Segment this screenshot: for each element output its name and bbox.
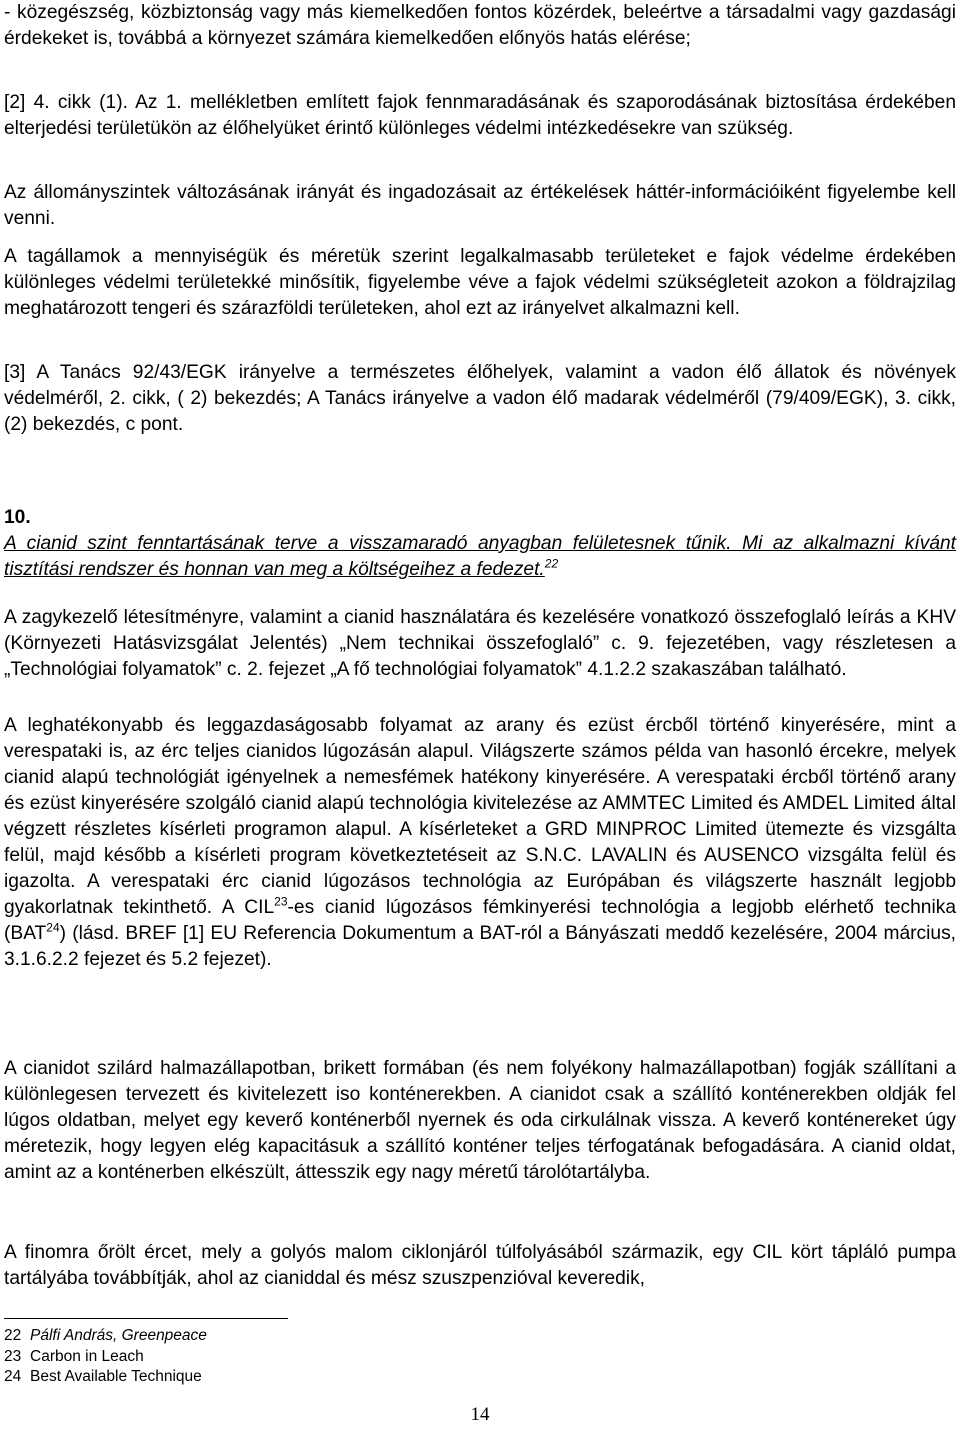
footnote-ref-22: 22 [544,556,559,571]
footnote-ref-24: 24 [46,920,60,935]
answer-paragraph-summary: A zagykezelő létesítményre, valamint a cianid használatára és kezelésére vonatkozó összefoglaló leírás a KHV (Környezeti Hatásvizsgálat Jelentés) „Nem technikai összefoglaló” c. 9. fejezetében, vagy részletesen a „Technológiai folyamatok” c. 2. fejezet „A fő technológiai folyamatok” 4.1.2.2 szakaszában található. [4,607,956,680]
paragraph-public-interest: - közegészség, közbiztonság vagy más kiemelkedően fontos közérdek, beleértve a társadalmi vagy gazdasági érdekeket is, továbbá a környezet számára kiemelkedően előnyös hatás elérése; [4,2,956,49]
paragraph-council-directive: [3] A Tanács 92/43/EGK irányelve a természetes élőhelyek, valamint a vadon élő állatok és növények védelméről, 2. cikk, ( 2) bekezdés; A Tanács irányelve a vadon élő madarak védelméről (79/409/EGK), 3. cikk, (2) bekezdés, c pont. [4,362,956,435]
paragraph-article-4: [2] 4. cikk (1). Az 1. mellékletben említett fajok fennmaradásának és szaporodásának biztosítása érdekében elterjedési területükön az élőhelyüket érintő különleges védelmi intézkedésekre van szükség. [4,92,956,139]
document-page [4,0,956,1440]
footnote-ref-23: 23 [274,894,288,909]
answer-paragraph-transport: A cianidot szilárd halmazállapotban, brikett formában (és nem folyékony halmazállapotban) fogják szállítani a különlegesen tervezett és kivitelezett iso konténerekben. A cianidot csak a szállító konténerekben oldják fel lúgos oldatban, melyet egy keverő konténerből nyernek és oda cirkulálnak vissza. A keverő konténereket úgy méretezik, hogy legyen elég kapacitásuk a szállító konténer teljes térfogatának befogadására. A cianid oldat, amint az a konténerben elkészült, áttesszik egy nagy méretű tárolótartályba. [4,1058,956,1183]
answer-technology-text-2: -es cianid lúgozásos fémkinyerési technológia a legjobb elérhető technika (BAT [4,897,956,944]
footnote-23 [4,1347,144,1367]
paragraph-population-trends: Az állományszintek változásának irányát és ingadozásait az értékelések háttér-információiként figyelembe kell venni. [4,182,956,229]
answer-paragraph-technology [4,713,956,973]
footnote-separator [4,1318,288,1319]
footnote-24 [4,1367,202,1387]
section-number: 10. [4,507,31,528]
paragraph-member-states: A tagállamok a mennyiségük és méretük szerint legalkalmasabb területeket e fajok védelme érdekében különleges védelmi területekké minősítik, figyelembe véve a fajok védelmi szükségleteit azokon a földrajzilag meghatározott tengeri és szárazföldi területeken, ahol ezt az irányelvet alkalmazni kell. [4,246,956,319]
answer-paragraph-grinding: A finomra őrölt ércet, mely a golyós malom ciklonjáról túlfolyásából származik, egy CIL kört tápláló pumpa tartályába továbbítják, ahol az cianiddal és mész szuszpenzióval keveredik, [4,1242,956,1289]
footnote-number: 22 [4,1327,22,1344]
footnote-text: Best Available Technique [30,1368,202,1385]
answer-technology-text-1: A leghatékonyabb és leggazdaságosabb folyamat az arany és ezüst ércből történő kinyerésére, mint a verespataki is, az érc teljes cianidos lúgozásán alapul. Világszerte számos példa van hasonló ércekre, melyek cianid alapú technológiát igényelnek a nemesfémek hatékony kinyerésére. A verespataki ércből történő arany és ezüst kinyerésére szolgáló cianid alapú technológia kivitelezése az AMMTEC Limited és AMDEL Limited által végzett részletes kísérleti programon alapul. A kísérleteket a GRD MINPROC Limited ütemezte és vizsgálta felül, majd később a kísérleti program következtetéseit az S.N.C. LAVALIN és AUSENCO vizsgálta felül és igazolta. A verespataki érc cianid lúgozásos technológia az Európában és világszerte használt legjobb gyakorlatnak tekinthető. A CIL [4,715,956,918]
footnote-number: 23 [4,1348,22,1365]
question-text: A cianid szint fenntartásának terve a visszamaradó anyagban felületesnek tűnik. Mi az alkalmazni kívánt tisztítási rendszer és honnan van meg a költségeihez a fedezet. [4,533,956,580]
footnote-number: 24 [4,1368,22,1385]
answer-technology-text-3: ) (lásd. BREF [1] EU Referencia Dokumentum a BAT-ról a Bányászati meddő kezelésére, 2004 március, 3.1.6.2.2 fejezet és 5.2 fejezet). [4,923,956,970]
footnote-text: Carbon in Leach [30,1348,144,1365]
page-number: 14 [470,1404,490,1425]
section-question [4,531,956,583]
footnote-text: Pálfi András, Greenpeace [30,1327,207,1344]
footnote-22 [4,1326,207,1346]
